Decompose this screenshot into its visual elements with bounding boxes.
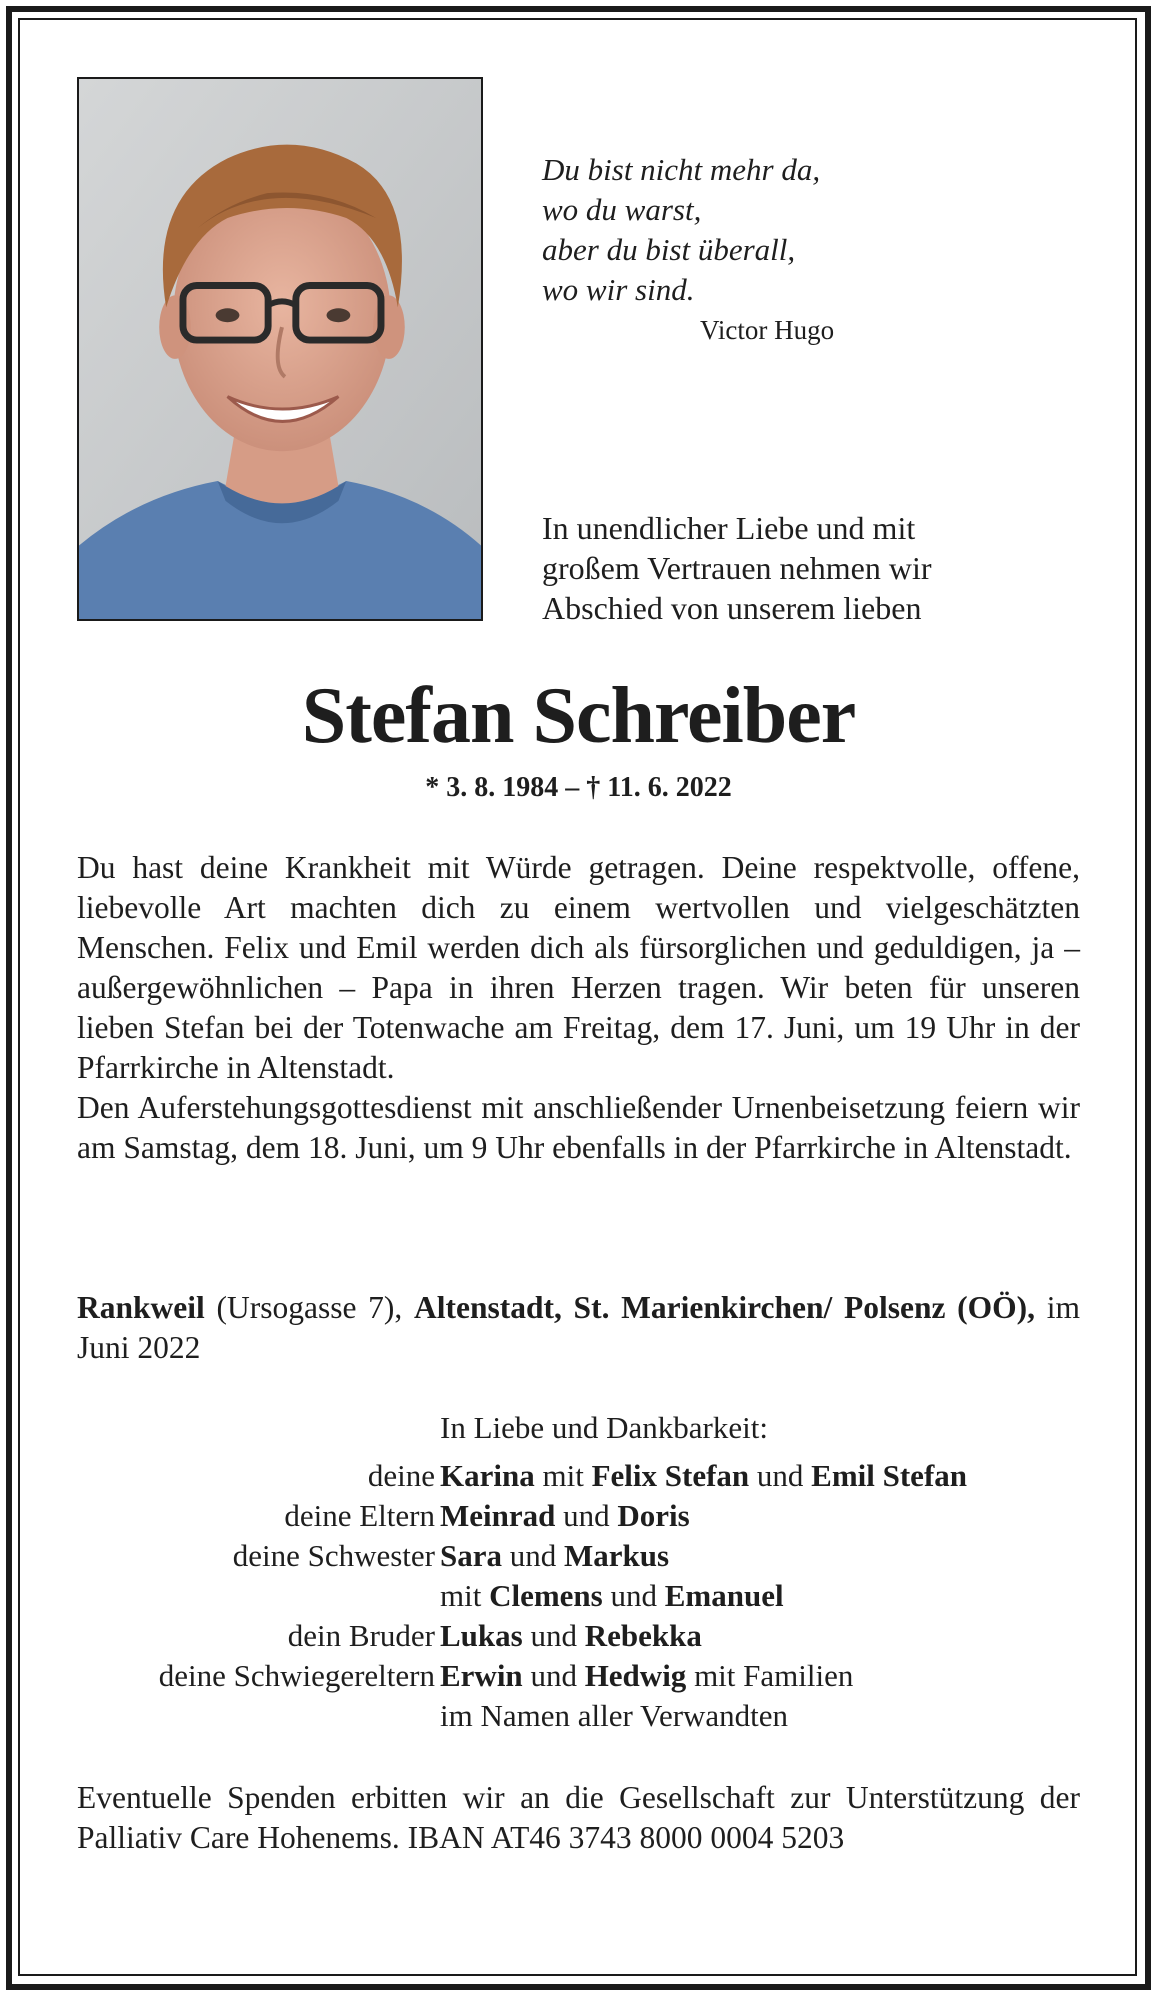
place-town: Polsenz (OÖ), — [844, 1290, 1036, 1325]
family-relation: deine Schwiegereltern — [158, 1658, 435, 1693]
family-connector: mit Familien — [694, 1658, 854, 1693]
family-name: Emil Stefan — [811, 1458, 968, 1493]
intro-line: großem Vertrauen nehmen wir — [542, 550, 932, 586]
family-row — [77, 1616, 1080, 1656]
family-names — [440, 1616, 702, 1656]
family-row — [77, 1456, 1080, 1496]
family-name: Meinrad — [440, 1498, 556, 1533]
obituary-paragraph: Du hast deine Krankheit mit Würde getragen. Deine respektvolle, offene, liebevolle Art machten dich zu einem wertvollen und vielgeschätzten Menschen. Felix und Emil werden dich als fürsorglichen und geduldigen, ja – außergewöhnlichen – Papa in ihren Herzen tragen. Wir beten für unseren lieben Stefan bei der Totenwache am Freitag, dem 17. Juni, um 19 Uhr in der Pfarrkirche in Altenstadt. — [77, 850, 1080, 1085]
donation-text: Eventuelle Spenden erbitten wir an die Gesellschaft zur Unterstützung der Palliativ Care Hohenems. IBAN AT46 3743 8000 0004 5203 — [77, 1780, 1080, 1855]
family-row — [77, 1656, 1080, 1696]
quote — [542, 150, 820, 310]
family-names — [440, 1656, 853, 1696]
deceased-name: Stefan Schreiber — [301, 672, 856, 760]
family-name: Felix Stefan — [591, 1458, 750, 1493]
family-names — [440, 1576, 784, 1616]
signoff: In Liebe und Dankbarkeit: — [440, 1410, 768, 1445]
family-row — [77, 1496, 1080, 1536]
family-name: Sara — [440, 1538, 502, 1573]
family-relation: dein Bruder — [287, 1618, 435, 1653]
family-note: im Namen aller Verwandten — [440, 1698, 789, 1733]
quote-author: Victor Hugo — [700, 315, 835, 345]
family-names — [440, 1536, 669, 1576]
family-connector: und — [509, 1538, 557, 1573]
family-names — [440, 1496, 690, 1536]
portrait-photo — [77, 77, 483, 621]
family-name: Karina — [440, 1458, 535, 1493]
family-connector: und — [530, 1618, 577, 1653]
family-row — [77, 1696, 1080, 1736]
family-row — [77, 1536, 1080, 1576]
family-name: Hedwig — [584, 1658, 687, 1693]
intro-text — [542, 508, 1080, 628]
quote-line: aber du bist überall, — [542, 232, 796, 267]
place-town: Altenstadt, St. Marienkirchen/ — [413, 1290, 833, 1325]
family-connector: mit — [440, 1578, 482, 1613]
family-name: Rebekka — [584, 1618, 702, 1653]
intro-line: Abschied von unserem lieben — [542, 590, 922, 626]
family-relation: deine Schwester — [232, 1538, 435, 1573]
family-connector: und — [756, 1458, 804, 1493]
family-name: Doris — [617, 1498, 690, 1533]
family-connector: mit — [542, 1458, 584, 1493]
place-and-date — [77, 1288, 1080, 1368]
family-list — [77, 1456, 1080, 1736]
intro-line: In unendlicher Liebe und mit — [542, 510, 916, 546]
family-name: Emanuel — [664, 1578, 784, 1613]
family-name: Markus — [564, 1538, 670, 1573]
place-town: Rankweil — [77, 1290, 205, 1325]
quote-line: wo du warst, — [542, 192, 702, 227]
family-relation: deine Eltern — [284, 1498, 435, 1533]
place-date: im Juni 2022 — [77, 1290, 1081, 1365]
family-names — [440, 1456, 967, 1496]
family-name: Erwin — [440, 1658, 523, 1693]
obituary-paragraph: Den Auferstehungsgottesdienst mit anschließender Urnenbeisetzung feiern wir am Samstag, dem 18. Juni, um 9 Uhr ebenfalls in der Pfarrkirche in Altenstadt. — [77, 1090, 1080, 1165]
family-connector: und — [530, 1658, 577, 1693]
quote-line: Du bist nicht mehr da, — [542, 152, 821, 187]
family-name: Clemens — [489, 1578, 603, 1613]
family-relation: deine — [367, 1458, 435, 1493]
place-address: (Ursogasse 7), — [216, 1290, 403, 1325]
family-connector: und — [610, 1578, 657, 1613]
family-row — [77, 1576, 1080, 1616]
quote-line: wo wir sind. — [542, 272, 695, 307]
life-dates: * 3. 8. 1984 – † 11. 6. 2022 — [425, 772, 732, 803]
obituary-text — [77, 848, 1080, 1168]
family-connector: und — [563, 1498, 610, 1533]
family-name: Lukas — [440, 1618, 523, 1653]
